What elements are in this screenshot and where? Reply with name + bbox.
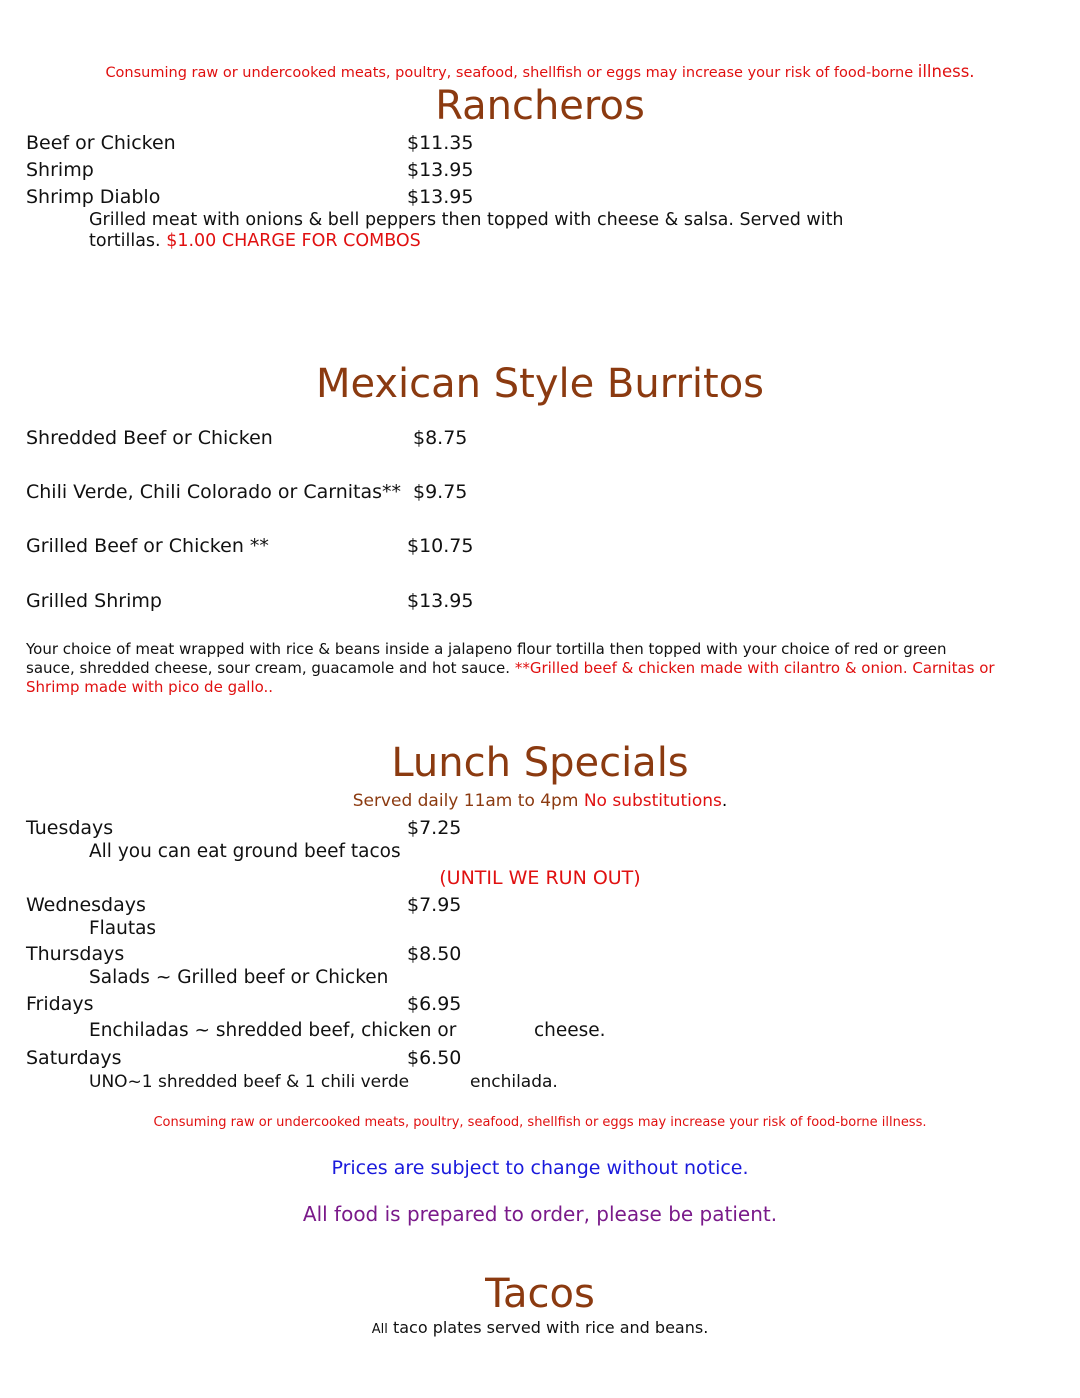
lunch-day-price: $6.95 xyxy=(407,993,462,1015)
prices-notice: Prices are subject to change without notice. xyxy=(331,1157,749,1179)
tacos-title: Tacos xyxy=(485,1271,595,1317)
rancheros-item-price: $13.95 xyxy=(407,159,474,181)
lunch-day-description-extra: enchilada. xyxy=(470,1072,558,1092)
lunch-day-description: UNO~1 shredded beef & 1 chili verde xyxy=(89,1072,410,1092)
grilled-meat-note: **Grilled beef & chicken made with cilantro & onion. Carnitas or xyxy=(514,659,995,677)
lunch-day-name: Fridays xyxy=(26,993,94,1015)
lunch-day-description: Flautas xyxy=(89,918,157,939)
top-food-warning xyxy=(0,62,1080,81)
lunch-day-price: $8.50 xyxy=(407,943,462,965)
burritos-title: Mexican Style Burritos xyxy=(315,361,765,407)
tacos-subtitle-all: All xyxy=(371,1322,388,1337)
lunch-day-name: Thursdays xyxy=(26,943,125,965)
until-run-out-note: (UNTIL WE RUN OUT) xyxy=(439,867,641,889)
rancheros-item-price: $11.35 xyxy=(407,132,474,154)
burrito-item-price: $10.75 xyxy=(407,535,474,557)
lunch-served-hours xyxy=(0,791,1080,811)
burritos-description-end: sauce, shredded cheese, sour cream, guacamole and hot sauce. xyxy=(26,659,511,677)
lunch-day-name: Tuesdays xyxy=(26,817,114,839)
burrito-item-name: Grilled Beef or Chicken ** xyxy=(26,535,269,557)
pico-de-gallo-note: Shrimp made with pico de gallo.. xyxy=(26,678,274,696)
burrito-item-name: Shredded Beef or Chicken xyxy=(26,427,273,449)
burrito-item-price: $13.95 xyxy=(407,590,474,612)
rancheros-description-end: tortillas. xyxy=(89,231,161,251)
lunch-day-description-extra: cheese. xyxy=(534,1020,606,1041)
burritos-description-line: Your choice of meat wrapped with rice & beans inside a jalapeno flour tortilla then topped with your choice of red or green xyxy=(26,640,947,658)
rancheros-title: Rancheros xyxy=(435,83,645,129)
lunch-day-name: Saturdays xyxy=(26,1047,122,1069)
lunch-day-price: $7.25 xyxy=(407,817,462,839)
lunch-day-description: All you can eat ground beef tacos xyxy=(89,841,401,862)
lunch-day-description: Enchiladas ~ shredded beef, chicken or xyxy=(89,1020,457,1041)
rancheros-description-line: Grilled meat with onions & bell peppers then topped with cheese & salsa. Served with xyxy=(89,210,844,230)
rancheros-item-name: Beef or Chicken xyxy=(26,132,176,154)
rancheros-description-line xyxy=(89,231,421,251)
lunch-day-name: Wednesdays xyxy=(26,894,146,916)
combo-charge-note: $1.00 CHARGE FOR COMBOS xyxy=(166,231,421,251)
rancheros-item-price: $13.95 xyxy=(407,186,474,208)
burrito-item-name: Grilled Shrimp xyxy=(26,590,162,612)
burrito-item-price: $9.75 xyxy=(413,481,468,503)
served-hours-text: Served daily 11am to 4pm xyxy=(352,791,579,811)
burrito-item-price: $8.75 xyxy=(413,427,468,449)
rancheros-item-name: Shrimp Diablo xyxy=(26,186,161,208)
burritos-description-line xyxy=(26,659,995,677)
tacos-subtitle xyxy=(0,1318,1080,1337)
burrito-item-name: Chili Verde, Chili Colorado or Carnitas** xyxy=(26,481,402,503)
top-warning-text: Consuming raw or undercooked meats, poultry, seafood, shellfish or eggs may increase your risk of food-borne xyxy=(105,65,914,81)
served-period: . xyxy=(721,791,728,811)
lunch-specials-title: Lunch Specials xyxy=(391,740,689,786)
lunch-day-price: $6.50 xyxy=(407,1047,462,1069)
bottom-food-warning: Consuming raw or undercooked meats, poultry, seafood, shellfish or eggs may increase your risk of food-borne illness. xyxy=(153,1115,927,1130)
no-substitutions-text: No substitutions xyxy=(583,791,722,811)
prepared-notice: All food is prepared to order, please be patient. xyxy=(302,1202,778,1226)
lunch-day-description: Salads ~ Grilled beef or Chicken xyxy=(89,967,389,988)
tacos-subtitle-rest: taco plates served with rice and beans. xyxy=(392,1318,709,1337)
top-warning-last-word: illness. xyxy=(917,62,975,81)
rancheros-item-name: Shrimp xyxy=(26,159,94,181)
lunch-day-price: $7.95 xyxy=(407,894,462,916)
